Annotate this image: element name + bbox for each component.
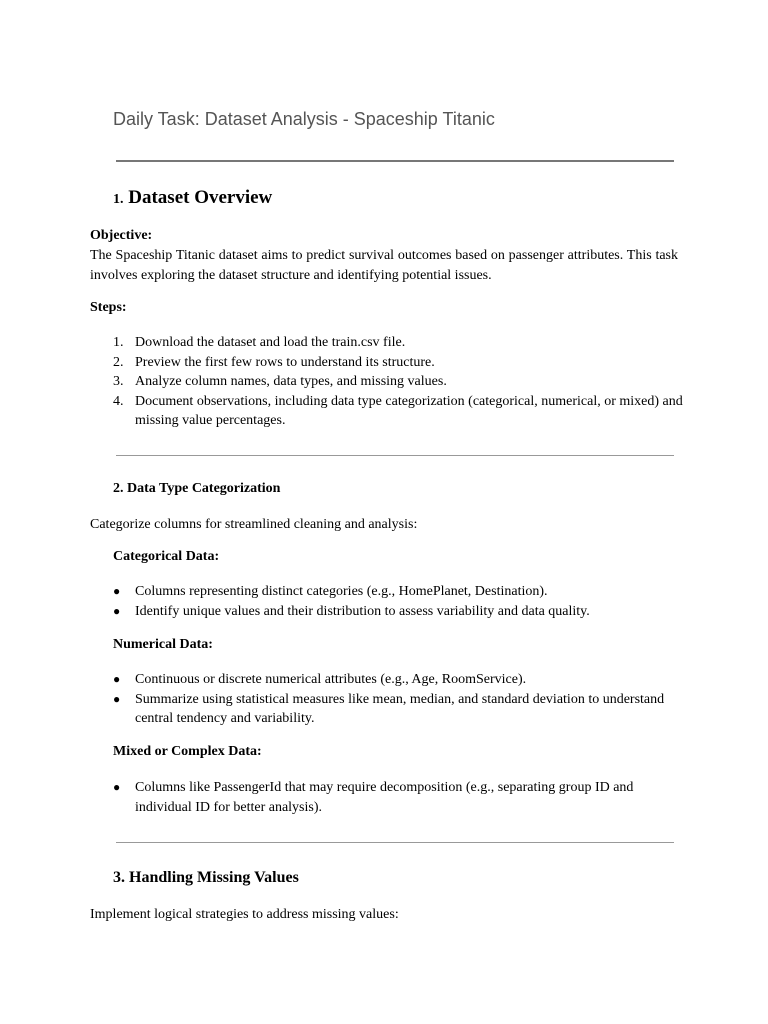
list-item-text: Columns like PassengerId that may require decomposition (e.g., separating group ID and individual ID for better analysis). <box>135 780 634 815</box>
list-item-text: Continuous or discrete numerical attributes (e.g., Age, RoomService). <box>135 672 527 687</box>
section-divider <box>116 842 674 843</box>
step-number: 4. <box>113 393 124 409</box>
bullet-icon: ● <box>113 691 121 706</box>
mixed-label: Mixed or Complex Data: <box>113 744 262 759</box>
document-title: Daily Task: Dataset Analysis - Spaceship Titanic <box>113 109 495 129</box>
step-text: Preview the first few rows to understand its structure. <box>135 354 435 370</box>
objective-label: Objective: <box>90 228 153 243</box>
bullet-icon: ● <box>113 603 121 618</box>
section-1-number: 1. <box>113 192 124 207</box>
section-3-heading: 3. Handling Missing Values <box>113 869 299 886</box>
mixed-list <box>113 778 673 817</box>
categorical-list <box>113 582 673 621</box>
list-item <box>113 778 673 817</box>
list-item <box>113 582 673 602</box>
section-2-intro: Categorize columns for streamlined cleaning and analysis: <box>90 517 418 532</box>
title-divider <box>116 160 674 162</box>
list-item <box>113 333 683 353</box>
step-text: Download the dataset and load the train.csv file. <box>135 335 406 350</box>
steps-label: Steps: <box>90 300 127 315</box>
objective-text: The Spaceship Titanic dataset aims to predict survival outcomes based on passenger attributes. This task involves exploring the dataset structure and identifying potential issues. <box>90 248 678 283</box>
step-text: Analyze column names, data types, and missing values. <box>135 374 447 389</box>
list-item-text: Identify unique values and their distribution to assess variability and data quality. <box>135 603 590 619</box>
section-1-heading <box>113 187 272 209</box>
list-item-text: Summarize using statistical measures like mean, median, and standard deviation to understand central tendency and variability. <box>135 691 665 726</box>
list-item <box>113 353 683 373</box>
step-number: 2. <box>113 354 124 370</box>
list-item <box>113 372 683 392</box>
numerical-label: Numerical Data: <box>113 637 213 652</box>
step-number: 3. <box>113 374 124 389</box>
list-item-text: Columns representing distinct categories (e.g., HomePlanet, Destination). <box>135 584 548 599</box>
step-number: 1. <box>113 335 124 350</box>
section-2-heading: 2. Data Type Categorization <box>113 481 281 496</box>
bullet-icon: ● <box>113 672 121 686</box>
numerical-list <box>113 670 673 729</box>
section-divider <box>116 455 674 456</box>
categorical-label: Categorical Data: <box>113 549 220 564</box>
step-text: Document observations, including data type categorization (categorical, numerical, or mixed) and missing value percentages. <box>135 393 683 428</box>
list-item <box>113 602 673 622</box>
bullet-icon: ● <box>113 584 121 598</box>
list-item <box>113 670 673 690</box>
section-3-intro: Implement logical strategies to address missing values: <box>90 907 399 922</box>
steps-list <box>113 333 683 431</box>
section-1-title: Dataset Overview <box>128 187 273 208</box>
bullet-icon: ● <box>113 780 121 794</box>
list-item <box>113 392 683 431</box>
list-item <box>113 690 673 729</box>
